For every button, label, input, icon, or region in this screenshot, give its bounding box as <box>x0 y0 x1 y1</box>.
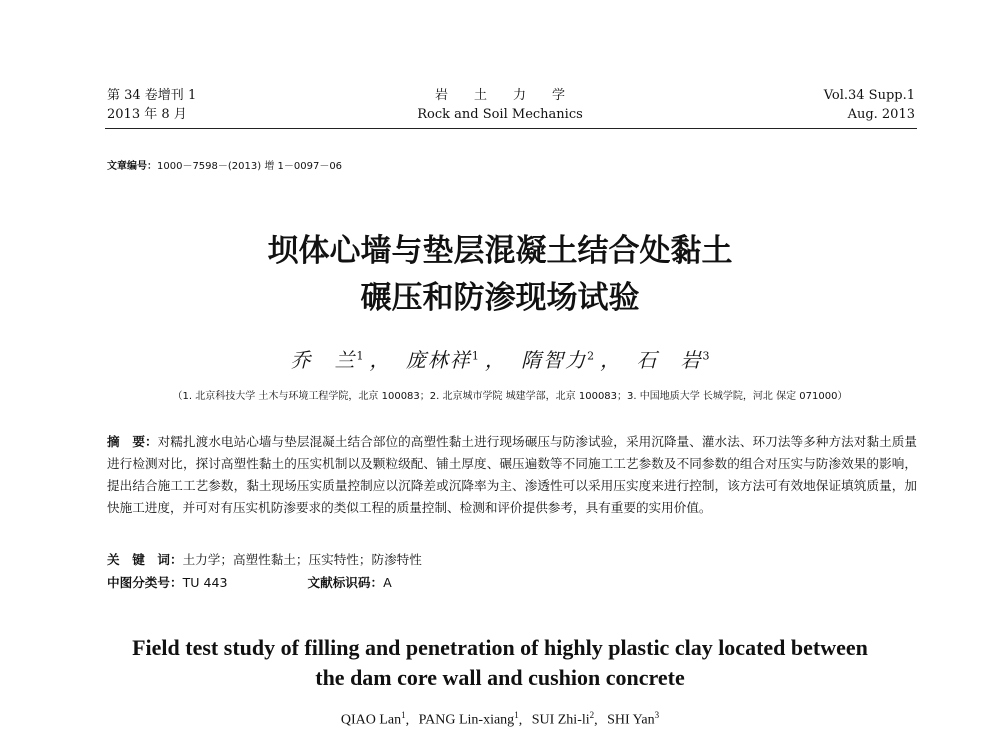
author-en: SHI Yan <box>607 712 655 728</box>
doc-code-label: 文献标识码： <box>307 575 384 590</box>
keywords-label: 关 键 词： <box>107 552 183 567</box>
keywords-text: 土力学；高塑性黏土；压实特性；防渗特性 <box>182 552 422 567</box>
clc-label: 中图分类号： <box>107 575 183 590</box>
author-en: PANG Lin-xiang <box>418 712 515 728</box>
title-en-line2: the dam core wall and cushion concrete <box>315 665 685 690</box>
volume-issue-cn: 第 34 卷增刊 1 <box>107 88 197 103</box>
affiliations: （1. 北京科技大学 土木与环境工程学院，北京 100083；2. 北京城市学院 城建学部，北京 100083；3. 中国地质大学 长城学院，河北 保定 071000） <box>172 391 848 402</box>
article-number <box>107 157 342 172</box>
author-cn-affil-mark: 1 <box>471 349 479 363</box>
abstract <box>107 431 917 519</box>
author-cn: 石 岩 <box>636 348 703 372</box>
title-cn <box>0 228 1000 322</box>
author-en-affil-mark: 2 <box>589 710 595 720</box>
author-cn-affil-mark: 1 <box>356 349 364 363</box>
author-cn: 乔 兰 <box>290 348 357 372</box>
classification <box>107 572 392 591</box>
abstract-label: 摘 要： <box>107 434 158 449</box>
date-en: Aug. 2013 <box>847 107 915 122</box>
author-en-affil-mark: 3 <box>654 710 660 720</box>
volume-issue-en: Vol.34 Supp.1 <box>823 88 915 103</box>
article-number-value: 1000－7598－(2013) 增 1－0097－06 <box>157 161 343 172</box>
authors-en: QIAO Lan$^1$, PANG Lin-xiang$^1$, SUI Zhi-$li^2$, SHI Yan$^3$ <box>340 710 660 728</box>
date-cn: 2013 年 8 月 <box>107 107 187 122</box>
author-cn: 隋智力 <box>521 348 588 372</box>
article-number-label: 文章编号： <box>107 161 157 172</box>
author-en-affil-mark: 1 <box>401 710 406 720</box>
keywords <box>107 549 422 568</box>
title-en <box>0 633 1000 693</box>
abstract-text: 对糯扎渡水电站心墙与垫层混凝土结合部位的高塑性黏土进行现场碾压与防渗试验，采用沉降量、灌水法、环刀法等多种方法对黏土质量进行检测对比，探讨高塑性黏土的压实机制以及颗粒级配、铺土厚度、碾压遍数等不同施工工艺参数及不同参数的组合对压实与防渗效果的影响，提出结合施工工艺参数，黏土现场压实质量控制应以沉降差或沉降率为主、渗透性可以采用压实度来进行控制，该方法可有效地保证填筑质量，加快施工进度，并可对有压实机防渗要求的类似工程的质量控制、检测和评价提供参考，具有重要的实用价值。 <box>107 434 918 515</box>
journal-name-en: Rock and Soil Mechanics <box>417 107 583 122</box>
author-en: QIAO Lan <box>340 712 402 728</box>
header-divider <box>105 128 917 129</box>
title-cn-line1: 坝体心墙与垫层混凝土结合处黏土 <box>267 233 733 269</box>
header-right <box>824 86 915 124</box>
authors-cn: 乔 兰$^1$ ， 庞林祥$^1$ ， 隋智力$^2$ ， 石 岩$^3$ <box>290 348 710 372</box>
title-cn-line2: 碾压和防渗现场试验 <box>360 280 640 316</box>
author-cn-affil-mark: 3 <box>702 349 710 363</box>
journal-name-cn: 岩土力学 <box>434 88 591 103</box>
author-en-affil-mark: 1 <box>514 710 519 720</box>
doc-code-value: A <box>383 575 392 590</box>
clc-value: TU 443 <box>182 575 228 590</box>
author-cn-affil-mark: 2 <box>587 349 595 363</box>
title-en-line1: Field test study of filling and penetration of highly plastic clay located between <box>132 635 868 660</box>
author-cn: 庞林祥 <box>405 348 472 372</box>
author-en: SUI Zhi-li <box>531 712 590 728</box>
